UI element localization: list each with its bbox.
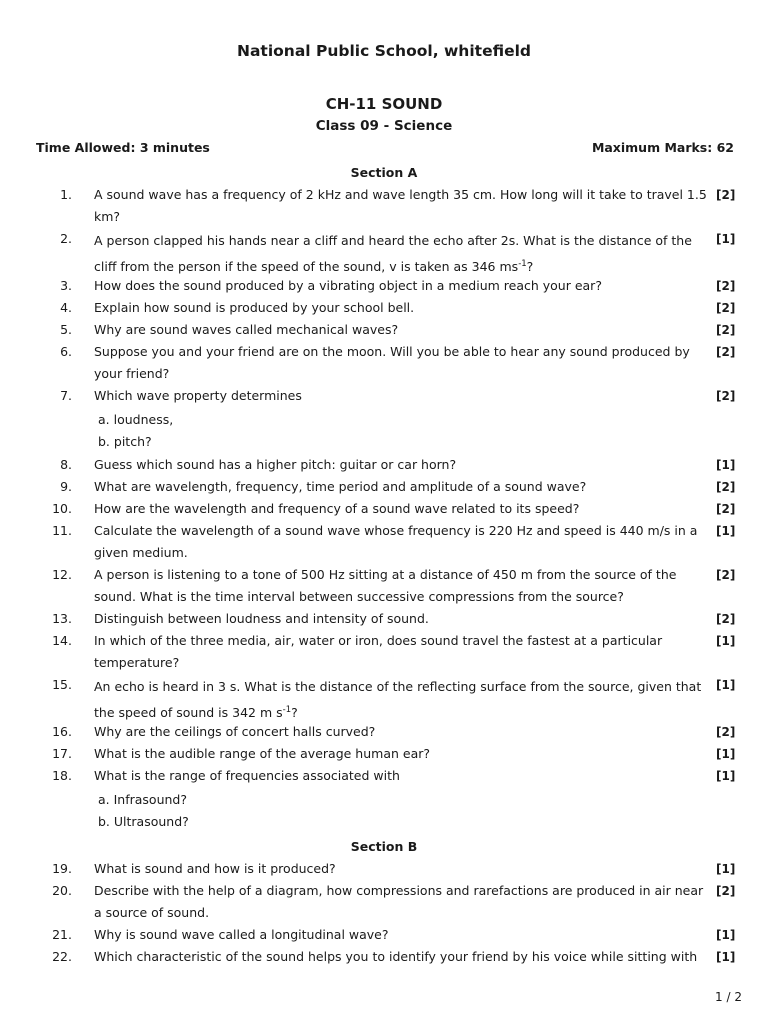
question-marks: [2] <box>716 345 736 359</box>
question-number: 15. <box>52 677 72 692</box>
question-marks: [1] <box>716 928 736 942</box>
question-stem: What is the range of frequencies associated with <box>94 768 400 783</box>
school-title: National Public School, whitefield <box>237 42 531 60</box>
superscript: -1 <box>518 258 527 269</box>
question-marks: [2] <box>716 389 736 403</box>
question-text: Why are sound waves called mechanical waves? <box>94 322 399 337</box>
question-number: 5. <box>60 322 72 337</box>
question-number: 10. <box>52 501 72 516</box>
question-text: A person is listening to a tone of 500 Hz sitting at a distance of 450 m from the source of the sound. What is the time interval between successive compressions from the source? <box>94 567 677 604</box>
question-number: 22. <box>52 949 72 964</box>
question-number: 8. <box>60 457 72 472</box>
question-marks: [1] <box>716 678 736 692</box>
sub-question-a: a. loudness, <box>98 412 174 427</box>
question-marks: [2] <box>716 612 736 626</box>
exam-meta-row <box>36 140 734 158</box>
question-text <box>94 228 708 280</box>
maximum-marks: Maximum Marks: 62 <box>591 140 734 155</box>
question-marks: [1] <box>716 747 736 761</box>
question-item <box>0 946 768 968</box>
question-marks: [1] <box>716 769 736 783</box>
sub-question-b: b. pitch? <box>98 434 152 449</box>
question-text-part: ? <box>291 705 298 720</box>
sub-question-a: a. Infrasound? <box>98 792 187 807</box>
question-number: 17. <box>52 746 72 761</box>
page-number: 1 / 2 <box>715 990 742 1004</box>
sub-question-b: b. Ultrasound? <box>98 814 189 829</box>
question-text: What is the audible range of the average human ear? <box>94 746 430 761</box>
class-title: Class 09 - Science <box>315 118 453 134</box>
question-marks: [1] <box>716 458 736 472</box>
question-marks: [2] <box>716 480 736 494</box>
question-number: 20. <box>52 883 72 898</box>
question-marks: [2] <box>716 301 736 315</box>
question-number: 1. <box>60 187 72 202</box>
question-number: 16. <box>52 724 72 739</box>
question-number: 3. <box>60 278 72 293</box>
question-text: Guess which sound has a higher pitch: guitar or car horn? <box>94 457 457 472</box>
question-marks: [2] <box>716 884 736 898</box>
question-text-part: An echo is heard in 3 s. What is the distance of the reflecting surface from the source, given that the speed of sound is 342 m s <box>94 679 702 720</box>
question-marks: [1] <box>716 634 736 648</box>
question-number: 2. <box>60 231 72 246</box>
question-number: 9. <box>60 479 72 494</box>
question-number: 12. <box>52 567 72 582</box>
question-number: 19. <box>52 861 72 876</box>
question-text: Suppose you and your friend are on the moon. Will you be able to hear any sound produced by your friend? <box>94 344 690 381</box>
question-text: Which characteristic of the sound helps you to identify your friend by his voice while sitting with <box>94 949 698 964</box>
question-text: A sound wave has a frequency of 2 kHz and wave length 35 cm. How long will it take to travel 1.5 km? <box>94 187 707 224</box>
question-text: Why are the ceilings of concert halls curved? <box>94 724 376 739</box>
question-marks: [2] <box>716 502 736 516</box>
question-text: Explain how sound is produced by your school bell. <box>94 300 415 315</box>
time-allowed: Time Allowed: 3 minutes <box>36 140 210 155</box>
question-text: What is sound and how is it produced? <box>94 861 336 876</box>
question-number: 7. <box>60 388 72 403</box>
question-marks: [2] <box>716 188 736 202</box>
question-stem: Which wave property determines <box>94 388 302 403</box>
question-marks: [2] <box>716 725 736 739</box>
question-number: 6. <box>60 344 72 359</box>
section-b-heading: Section B <box>350 839 418 854</box>
question-number: 4. <box>60 300 72 315</box>
superscript: -1 <box>282 704 292 715</box>
question-text: Distinguish between loudness and intensity of sound. <box>94 611 429 626</box>
question-marks: [2] <box>716 323 736 337</box>
question-text: Calculate the wavelength of a sound wave whose frequency is 220 Hz and speed is 440 m/s in a given medium. <box>94 523 698 560</box>
question-text <box>94 674 708 726</box>
question-marks: [2] <box>716 279 736 293</box>
question-text: In which of the three media, air, water or iron, does sound travel the fastest at a particular temperature? <box>94 633 663 670</box>
section-a-heading: Section A <box>350 165 418 180</box>
question-number: 11. <box>52 523 72 538</box>
chapter-title: CH-11 SOUND <box>325 95 443 113</box>
question-text-part: A person clapped his hands near a cliff and heard the echo after 2s. What is the distance of the cliff from the person if the speed of the sound, v is taken as 346 ms <box>94 233 692 274</box>
question-marks: [1] <box>716 862 736 876</box>
question-number: 13. <box>52 611 72 626</box>
question-number: 14. <box>52 633 72 648</box>
question-marks: [1] <box>716 524 736 538</box>
question-text: Why is sound wave called a longitudinal wave? <box>94 927 389 942</box>
question-marks: [2] <box>716 568 736 582</box>
question-text: What are wavelength, frequency, time period and amplitude of a sound wave? <box>94 479 587 494</box>
question-text <box>94 765 708 833</box>
question-number: 21. <box>52 927 72 942</box>
question-marks: [1] <box>716 950 736 964</box>
question-text-part: ? <box>526 259 534 274</box>
question-text: How are the wavelength and frequency of a sound wave related to its speed? <box>94 501 580 516</box>
question-text: How does the sound produced by a vibrating object in a medium reach your ear? <box>94 278 602 293</box>
question-text: Describe with the help of a diagram, how compressions and rarefactions are produced in air near a source of sound. <box>94 883 704 920</box>
question-text <box>94 385 708 453</box>
question-marks: [1] <box>716 232 736 246</box>
question-number: 18. <box>52 768 72 783</box>
